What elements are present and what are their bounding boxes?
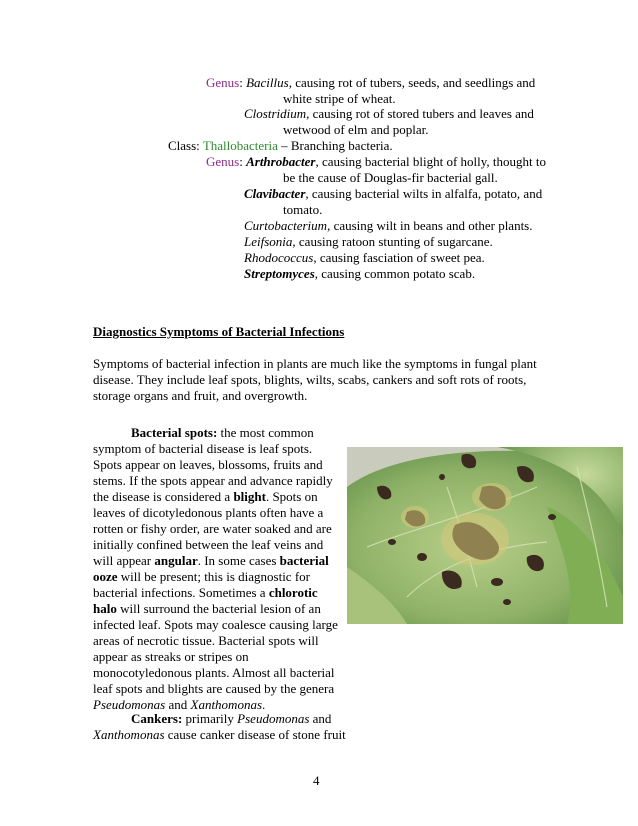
cankers-line-2	[93, 727, 346, 743]
clostridium-description: , causing rot of stored tubers and leaves and	[306, 106, 534, 121]
cankers-title: Cankers:	[131, 711, 183, 726]
genus-name-bacillus: Bacillus	[246, 75, 289, 90]
streptomyces-line	[244, 266, 475, 282]
spots-end: .	[262, 697, 266, 712]
term-angular: angular	[154, 553, 198, 568]
spots-text-3: . In some cases	[197, 553, 280, 568]
genus-name-clavibacter: Clavibacter	[244, 186, 306, 201]
clavibacter-line-1	[244, 186, 542, 202]
bacterial-spots-paragraph	[93, 425, 343, 713]
streptomyces-description: , causing common potato scab.	[314, 266, 476, 281]
genus-name-arthrobacter: Arthrobacter	[246, 154, 316, 169]
genus-name-rhodococcus: Rhodococcus	[244, 250, 314, 265]
arthrobacter-line-2: be the cause of Douglas-fir bacterial gall.	[283, 170, 498, 185]
spots-and: and	[165, 697, 191, 712]
spots-text-2: . Spots on leaves of dicotyledonous plants often have a rotten or fishy order, are water soaked and are initially confined between the leaf veins and will appear	[93, 489, 332, 568]
cankers-genus-pseudomonas: Pseudomonas	[237, 711, 310, 726]
leaf-spot-photo	[347, 447, 623, 624]
class-label: Class	[168, 138, 197, 153]
cankers-text-2: cause canker disease of stone fruit	[164, 727, 346, 742]
leifsonia-line	[244, 234, 493, 250]
class-name: Thallobacteria	[202, 138, 278, 153]
lettuce-leaf-image	[347, 447, 623, 624]
genus-xanthomonas: Xanthomonas	[190, 697, 262, 712]
intro-line-1: Symptoms of bacterial infection in plants are much like the symptoms in fungal plant	[93, 356, 537, 371]
bacillus-line-2: white stripe of wheat.	[283, 91, 396, 106]
term-bacterial-ooze: bacterial ooze	[93, 553, 329, 584]
term-chlorotic-halo: chlorotic halo	[93, 585, 318, 616]
cankers-and: and	[309, 711, 332, 726]
genus-pseudomonas: Pseudomonas	[93, 697, 166, 712]
curtobacterium-line	[244, 218, 533, 234]
clostridium-line-1	[244, 106, 534, 122]
genus-name-curtobacterium: Curtobacterium	[244, 218, 328, 233]
bacillus-line-1: Genus: Bacillus, causing rot of tubers, seeds, and seedlings and	[206, 75, 536, 90]
clavibacter-description: , causing bacterial wilts in alfalfa, potato, and	[305, 186, 543, 201]
curtobacterium-description: , causing wilt in beans and other plants.	[327, 218, 533, 233]
page-number: 4	[313, 773, 320, 788]
arthrobacter-description: , causing bacterial blight of holly, thought to	[315, 154, 547, 169]
intro-line-3: storage organs and fruit, and overgrowth.	[93, 388, 308, 403]
spots-text-4: will be present; this is diagnostic for bacterial infections. Sometimes a	[93, 569, 310, 600]
genus-name-streptomyces: Streptomyces	[244, 266, 315, 281]
cankers-genus-xanthomonas: Xanthomonas	[93, 727, 165, 742]
clavibacter-line-2: tomato.	[283, 202, 323, 217]
section-heading: Diagnostics Symptoms of Bacterial Infections	[93, 324, 345, 339]
class-line: Class: Thallobacteria – Branching bacteria.	[168, 138, 393, 153]
cankers-line-1	[131, 711, 331, 727]
term-blight: blight	[233, 489, 266, 504]
genus-label-2: Genus	[206, 154, 240, 169]
genus-label: Genus	[206, 75, 240, 90]
class-description: – Branching bacteria.	[277, 138, 393, 153]
genus-name-leifsonia: Leifsonia	[244, 234, 293, 249]
rhodococcus-line	[244, 250, 485, 266]
cankers-text-1: primarily	[182, 711, 238, 726]
intro-line-2: disease. They include leaf spots, blights, wilts, scabs, cankers and soft rots of roots,	[93, 372, 527, 387]
rhodococcus-description: , causing fasciation of sweet pea.	[313, 250, 485, 265]
bacterial-spots-title: Bacterial spots:	[131, 425, 218, 440]
bacillus-description: , causing rot of tubers, seeds, and seedlings and	[288, 75, 536, 90]
spots-text-1: the most common symptom of bacterial disease is leaf spots. Spots appear on leaves, blossoms, fruits and stems. If the spots appear and advance rapidly the disease is considered a	[93, 425, 333, 504]
spots-text-5: will surround the bacterial lesion of an infected leaf. Spots may coalesce causing large areas of necrotic tissue. Bacterial spots will appear as streaks or stripes on monocotyledonous plants. Almost all bacterial leaf spots and blights are caused by the genera	[93, 601, 338, 696]
leifsonia-description: , causing ratoon stunting of sugarcane.	[292, 234, 493, 249]
arthrobacter-line-1: Genus: Arthrobacter, causing bacterial blight of holly, thought to	[206, 154, 547, 169]
genus-name-clostridium: Clostridium	[244, 106, 307, 121]
clostridium-line-2: wetwood of elm and poplar.	[283, 122, 429, 137]
